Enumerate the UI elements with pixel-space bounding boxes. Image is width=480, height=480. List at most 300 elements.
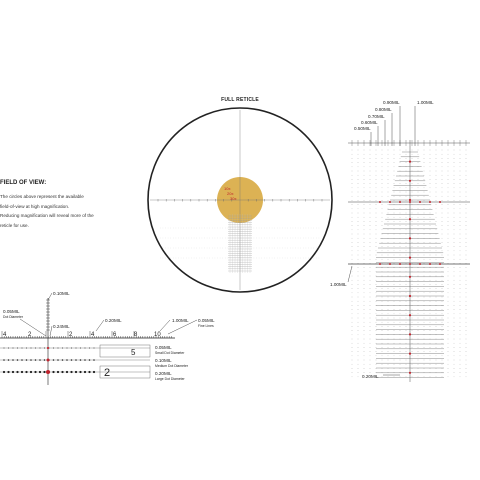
grid-dot	[352, 313, 353, 314]
grid-dot	[412, 183, 413, 184]
grid-dot	[466, 339, 467, 340]
grid-dot	[454, 154, 455, 155]
grid-dot	[364, 351, 365, 352]
grid-dot	[448, 192, 449, 193]
grid-dot	[352, 326, 353, 327]
grid-dot	[460, 171, 461, 172]
row-dot	[53, 359, 55, 361]
grid-dot	[424, 259, 425, 260]
grid-dot	[388, 263, 389, 264]
grid-dot	[400, 208, 401, 209]
scale-number: 4	[91, 332, 95, 338]
grid-dot	[400, 309, 401, 310]
grid-dot	[352, 339, 353, 340]
red-dot	[409, 199, 411, 201]
grid-dot	[418, 364, 419, 365]
grid-dot	[382, 217, 383, 218]
right-top-label: 0.50MIL	[354, 126, 371, 131]
right-detail	[330, 100, 470, 382]
grid-dot	[436, 213, 437, 214]
grid-dot	[436, 225, 437, 226]
grid-dot	[382, 288, 383, 289]
grid-dot	[460, 284, 461, 285]
row-dot	[25, 371, 27, 373]
grid-dot	[436, 250, 437, 251]
grid-dot	[388, 322, 389, 323]
grid-dot	[376, 166, 377, 167]
grid-dot	[442, 162, 443, 163]
grid-dot	[400, 183, 401, 184]
grid-dot	[394, 297, 395, 298]
grid-dot	[448, 360, 449, 361]
red-dot	[379, 201, 381, 203]
grid-dot	[388, 297, 389, 298]
grid-dot	[424, 326, 425, 327]
grid-dot	[352, 301, 353, 302]
grid-dot	[454, 263, 455, 264]
grid-dot	[370, 326, 371, 327]
grid-dot	[370, 213, 371, 214]
grid-dot	[382, 171, 383, 172]
grid-dot	[436, 292, 437, 293]
grid-dot	[370, 166, 371, 167]
grid-dot	[376, 297, 377, 298]
grid-dot	[430, 322, 431, 323]
grid-dot	[376, 225, 377, 226]
grid-dot	[424, 284, 425, 285]
grid-dot	[442, 225, 443, 226]
grid-dot	[388, 292, 389, 293]
grid-dot	[370, 347, 371, 348]
grid-dot	[406, 343, 407, 344]
grid-dot	[400, 292, 401, 293]
grid-dot	[424, 171, 425, 172]
leader-line	[48, 293, 52, 300]
grid-dot	[448, 208, 449, 209]
grid-dot	[370, 255, 371, 256]
grid-dot	[412, 360, 413, 361]
grid-dot	[394, 343, 395, 344]
grid-dot	[412, 280, 413, 281]
grid-dot	[364, 305, 365, 306]
grid-dot	[406, 355, 407, 356]
grid-dot	[460, 192, 461, 193]
grid-dot	[370, 360, 371, 361]
grid-dot	[406, 263, 407, 264]
grid-dot	[352, 192, 353, 193]
row-dot	[7, 371, 9, 373]
grid-dot	[430, 217, 431, 218]
grid-dot	[400, 187, 401, 188]
grid-dot	[454, 322, 455, 323]
grid-dot	[436, 276, 437, 277]
grid-dot	[394, 318, 395, 319]
grid-dot	[394, 225, 395, 226]
grid-dot	[418, 318, 419, 319]
grid-dot	[418, 330, 419, 331]
grid-dot	[454, 221, 455, 222]
grid-dot	[436, 166, 437, 167]
grid-dot	[406, 192, 407, 193]
grid-dot	[370, 364, 371, 365]
grid-dot	[412, 242, 413, 243]
grid-dot	[460, 276, 461, 277]
red-dot	[409, 353, 411, 355]
scale-number: 2	[69, 332, 73, 338]
grid-dot	[424, 213, 425, 214]
grid-dot	[466, 179, 467, 180]
grid-dot	[370, 179, 371, 180]
row-dot	[80, 359, 82, 361]
grid-dot	[430, 225, 431, 226]
grid-dot	[430, 292, 431, 293]
grid-dot	[436, 351, 437, 352]
grid-dot	[382, 347, 383, 348]
grid-dot	[460, 322, 461, 323]
red-dot	[439, 201, 441, 203]
grid-dot	[376, 171, 377, 172]
grid-dot	[382, 343, 383, 344]
grid-dot	[358, 318, 359, 319]
grid-dot	[394, 326, 395, 327]
grid-dot	[466, 234, 467, 235]
grid-dot	[460, 297, 461, 298]
red-dot	[399, 201, 401, 203]
grid-dot	[412, 364, 413, 365]
grid-dot	[394, 171, 395, 172]
grid-dot	[352, 351, 353, 352]
row-dot	[17, 348, 18, 349]
grid-dot	[382, 154, 383, 155]
grid-dot	[406, 196, 407, 197]
grid-dot	[376, 322, 377, 323]
grid-dot	[454, 179, 455, 180]
grid-dot	[460, 339, 461, 340]
grid-dot	[382, 196, 383, 197]
grid-dot	[376, 187, 377, 188]
dot-legend-size: 0.05MIL	[155, 345, 172, 350]
grid-dot	[424, 150, 425, 151]
grid-dot	[424, 183, 425, 184]
grid-dot	[430, 355, 431, 356]
grid-dot	[358, 175, 359, 176]
grid-dot	[370, 158, 371, 159]
right-side-label: 1.00MIL	[330, 282, 347, 287]
grid-dot	[418, 208, 419, 209]
grid-dot	[436, 347, 437, 348]
grid-dot	[412, 322, 413, 323]
grid-dot	[400, 192, 401, 193]
grid-dot	[364, 292, 365, 293]
grid-dot	[376, 280, 377, 281]
grid-dot	[388, 318, 389, 319]
grid-dot	[364, 360, 365, 361]
grid-dot	[418, 179, 419, 180]
grid-dot	[406, 246, 407, 247]
grid-dot	[412, 288, 413, 289]
grid-dot	[466, 351, 467, 352]
grid-dot	[358, 255, 359, 256]
grid-dot	[388, 229, 389, 230]
grid-dot	[442, 208, 443, 209]
grid-dot	[352, 360, 353, 361]
row-dot	[84, 359, 86, 361]
grid-dot	[394, 217, 395, 218]
grid-dot	[430, 187, 431, 188]
bottom-hash-mil-label: 0.20MIL	[105, 318, 122, 323]
grid-dot	[442, 158, 443, 159]
grid-dot	[358, 309, 359, 310]
grid-dot	[400, 242, 401, 243]
grid-dot	[376, 330, 377, 331]
grid-dot	[358, 242, 359, 243]
grid-dot	[466, 305, 467, 306]
row-dot	[52, 371, 54, 373]
grid-dot	[352, 284, 353, 285]
grid-dot	[442, 154, 443, 155]
right-top-right-label: 1.00MIL	[417, 100, 434, 105]
grid-dot	[460, 196, 461, 197]
grid-dot	[364, 154, 365, 155]
grid-dot	[466, 221, 467, 222]
grid-dot	[448, 339, 449, 340]
grid-dot	[412, 246, 413, 247]
grid-dot	[352, 376, 353, 377]
grid-dot	[406, 318, 407, 319]
grid-dot	[424, 376, 425, 377]
grid-dot	[424, 250, 425, 251]
grid-dot	[394, 213, 395, 214]
row-dot	[26, 348, 27, 349]
grid-dot	[370, 154, 371, 155]
grid-dot	[388, 192, 389, 193]
grid-dot	[466, 355, 467, 356]
grid-dot	[364, 318, 365, 319]
grid-dot	[448, 368, 449, 369]
grid-dot	[352, 154, 353, 155]
red-dot	[47, 359, 50, 362]
grid-dot	[370, 150, 371, 151]
grid-dot	[448, 217, 449, 218]
grid-dot	[454, 284, 455, 285]
grid-dot	[460, 372, 461, 373]
grid-dot	[436, 154, 437, 155]
grid-dot	[466, 313, 467, 314]
grid-dot	[364, 158, 365, 159]
grid-dot	[418, 276, 419, 277]
grid-dot	[436, 255, 437, 256]
grid-dot	[466, 376, 467, 377]
grid-dot	[352, 175, 353, 176]
grid-dot	[466, 242, 467, 243]
grid-dot	[370, 263, 371, 264]
grid-dot	[352, 292, 353, 293]
grid-dot	[358, 267, 359, 268]
row-dot	[89, 348, 90, 349]
grid-dot	[394, 187, 395, 188]
row-dot	[66, 359, 68, 361]
grid-dot	[406, 313, 407, 314]
grid-dot	[406, 351, 407, 352]
row-dot	[66, 371, 68, 373]
grid-dot	[352, 150, 353, 151]
grid-dot	[364, 309, 365, 310]
row-dot	[57, 359, 59, 361]
fov-line: Reducing magnification will reveal more of the	[0, 213, 94, 218]
grid-dot	[364, 200, 365, 201]
grid-dot	[358, 213, 359, 214]
grid-dot	[418, 213, 419, 214]
grid-dot	[352, 217, 353, 218]
grid-dot	[412, 229, 413, 230]
red-dot	[409, 263, 411, 265]
grid-dot	[436, 171, 437, 172]
grid-dot	[460, 183, 461, 184]
grid-dot	[430, 250, 431, 251]
bottom-leaders	[20, 293, 197, 336]
red-dot	[409, 180, 411, 182]
grid-dot	[394, 196, 395, 197]
grid-dot	[466, 322, 467, 323]
grid-dot	[364, 322, 365, 323]
grid-dot	[376, 309, 377, 310]
grid-dot	[382, 292, 383, 293]
grid-dot	[394, 175, 395, 176]
grid-dot	[460, 229, 461, 230]
grid-dot	[442, 318, 443, 319]
red-dot	[419, 201, 421, 203]
grid-dot	[466, 217, 467, 218]
grid-dot	[424, 221, 425, 222]
dot-legend-size: 0.20MIL	[155, 371, 172, 376]
grid-dot	[358, 313, 359, 314]
grid-dot	[406, 150, 407, 151]
grid-dot	[376, 288, 377, 289]
bottom-main-mil-label: 1.00MIL	[172, 318, 189, 323]
grid-dot	[376, 213, 377, 214]
dot-diameter-caption: Dot Diameter	[3, 315, 23, 319]
grid-dot	[460, 162, 461, 163]
grid-dot	[358, 183, 359, 184]
grid-dot	[466, 276, 467, 277]
grid-dot	[418, 192, 419, 193]
grid-dot	[400, 213, 401, 214]
grid-dot	[442, 322, 443, 323]
grid-dot	[436, 280, 437, 281]
grid-dot	[466, 150, 467, 151]
grid-dot	[406, 217, 407, 218]
grid-dot	[400, 150, 401, 151]
grid-dot	[358, 259, 359, 260]
grid-dot	[442, 246, 443, 247]
grid-dot	[358, 192, 359, 193]
grid-dot	[352, 343, 353, 344]
grid-dot	[436, 175, 437, 176]
grid-dot	[400, 259, 401, 260]
grid-dot	[448, 187, 449, 188]
grid-dot	[454, 309, 455, 310]
grid-dot	[466, 154, 467, 155]
grid-dot	[352, 221, 353, 222]
fov-line: The circles above represent the available	[0, 194, 84, 199]
grid-dot	[394, 288, 395, 289]
grid-dot	[424, 309, 425, 310]
grid-dot	[460, 238, 461, 239]
grid-dot	[412, 259, 413, 260]
grid-dot	[448, 200, 449, 201]
grid-dot	[406, 229, 407, 230]
grid-dot	[376, 162, 377, 163]
grid-dot	[412, 225, 413, 226]
grid-dot	[460, 158, 461, 159]
grid-dot	[388, 166, 389, 167]
grid-dot	[418, 255, 419, 256]
grid-dot	[358, 246, 359, 247]
row-dot	[89, 359, 91, 361]
grid-dot	[358, 196, 359, 197]
fov-line: field-of-view at high magnification.	[0, 203, 70, 209]
scale-number: 8	[134, 332, 138, 338]
grid-dot	[436, 183, 437, 184]
grid-dot	[406, 326, 407, 327]
grid-dot	[418, 326, 419, 327]
grid-dot	[364, 271, 365, 272]
grid-dot	[448, 154, 449, 155]
grid-dot	[376, 343, 377, 344]
grid-dot	[412, 175, 413, 176]
grid-dot	[424, 313, 425, 314]
grid-dot	[370, 259, 371, 260]
grid-dot	[352, 229, 353, 230]
dot-legend-caption: Small Dot Diameter	[155, 351, 185, 355]
grid-dot	[388, 280, 389, 281]
grid-dot	[358, 347, 359, 348]
grid-dot	[448, 166, 449, 167]
grid-dot	[400, 347, 401, 348]
grid-dot	[454, 267, 455, 268]
grid-dot	[436, 217, 437, 218]
grid-dot	[448, 255, 449, 256]
grid-dot	[376, 263, 377, 264]
grid-dot	[364, 250, 365, 251]
grid-dot	[412, 192, 413, 193]
grid-dot	[448, 158, 449, 159]
grid-dot	[388, 355, 389, 356]
grid-dot	[388, 276, 389, 277]
grid-dot	[454, 351, 455, 352]
grid-dot	[418, 242, 419, 243]
grid-dot	[406, 309, 407, 310]
grid-dot	[460, 259, 461, 260]
red-dot	[389, 201, 391, 203]
row-dot	[21, 371, 23, 373]
grid-dot	[436, 196, 437, 197]
full-reticle-title: FULL RETICLE	[221, 97, 259, 103]
grid-dot	[394, 330, 395, 331]
grid-dot	[430, 229, 431, 230]
grid-dot	[460, 221, 461, 222]
red-dot	[409, 333, 411, 335]
grid-dot	[388, 351, 389, 352]
grid-dot	[382, 166, 383, 167]
grid-dot	[400, 154, 401, 155]
grid-dot	[418, 343, 419, 344]
grid-dot	[448, 179, 449, 180]
grid-dot	[454, 208, 455, 209]
row-dot	[4, 348, 5, 349]
grid-dot	[448, 309, 449, 310]
grid-dot	[370, 229, 371, 230]
